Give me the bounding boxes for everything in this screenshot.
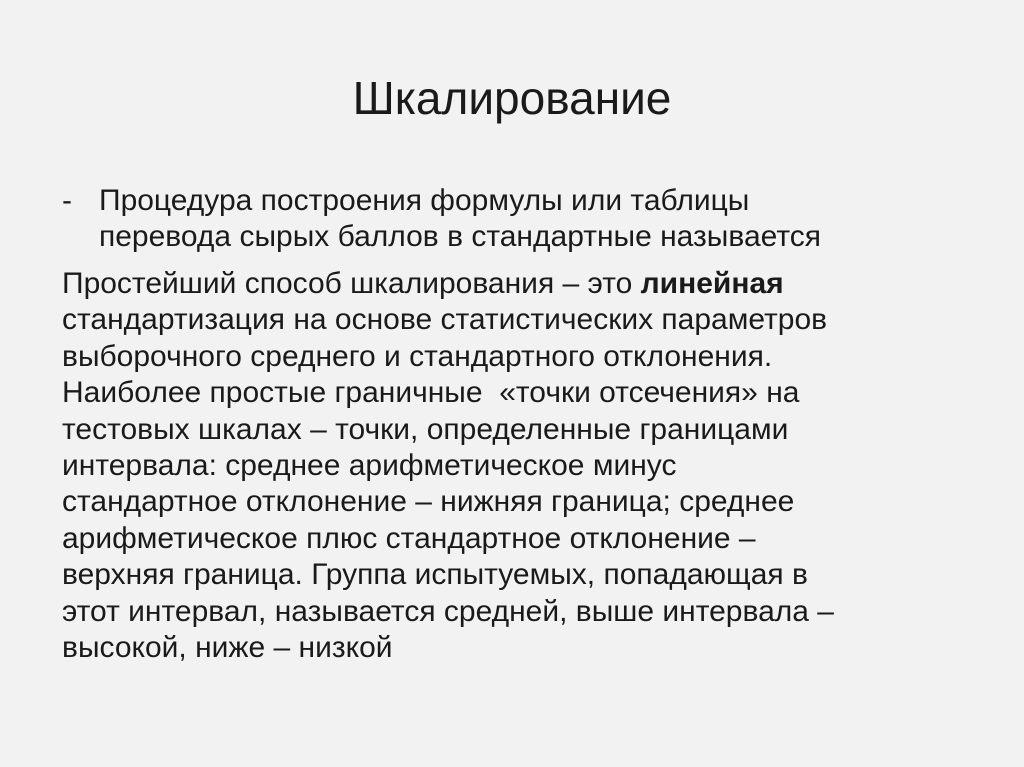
paragraph-line: этот интервал, называется средней, выше интервала – (62, 594, 834, 628)
paragraph-line: интервала: среднее арифметическое минус (62, 449, 677, 483)
bullet-text (99, 183, 959, 255)
paragraph-line: Наиболее простые граничные «точки отсечения» на (62, 376, 800, 410)
paragraph-line: стандартное отклонение – нижняя граница; среднее (62, 485, 795, 519)
body-paragraph (62, 266, 962, 666)
bullet-line: перевода сырых баллов в стандартные называется (99, 220, 821, 253)
emphasis-text: линейная (640, 267, 784, 300)
slide-title: Шкалирование (352, 72, 672, 124)
paragraph-line: высокой, ниже – низкой (62, 631, 393, 665)
bullet-line: Процедура построения формулы или таблицы (99, 184, 750, 217)
paragraph-line: верхняя граница. Группа испытуемых, попадающая в (62, 558, 808, 592)
paragraph-line: тестовых шкалах – точки, определенные границами (62, 412, 789, 446)
paragraph-line (62, 266, 962, 302)
paragraph-line: стандартизация на основе статистических параметров (62, 303, 828, 337)
bullet-marker: - (62, 184, 72, 217)
paragraph-line: выборочного среднего и стандартного отклонения. (62, 339, 773, 373)
paragraph-line: арифметическое плюс стандартное отклонение – (62, 521, 756, 555)
paragraph-text: Простейший способ шкалирования – это (62, 267, 641, 300)
